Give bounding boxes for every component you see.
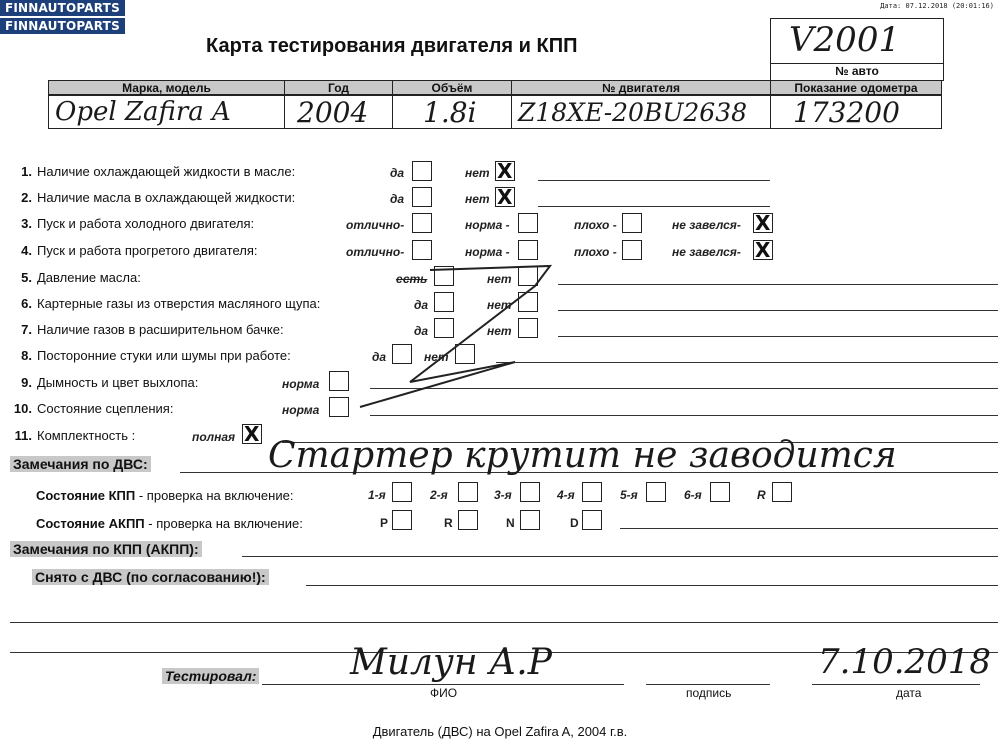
mode-d-label: D — [570, 516, 579, 530]
question-6 — [10, 296, 320, 311]
gear-1-label: 1-я — [368, 488, 386, 502]
q6-no-label: нет — [487, 298, 512, 312]
q4-bad-checkbox[interactable] — [622, 240, 642, 260]
question-text: Наличие масла в охлаждающей жидкости: — [37, 190, 296, 205]
year-value: 2004 — [297, 96, 369, 129]
manual-gearbox-label — [36, 488, 293, 503]
tester-label — [162, 668, 259, 684]
scribble-mark — [340, 262, 580, 420]
cell-brand — [48, 95, 285, 129]
remarks-engine-label-text: Замечания по ДВС: — [10, 456, 151, 472]
mode-r-checkbox[interactable] — [458, 510, 478, 530]
question-num: 4. — [21, 243, 32, 258]
gear-5-checkbox[interactable] — [646, 482, 666, 502]
car-number-value: V2001 — [789, 20, 901, 60]
question-text: Наличие охлаждающей жидкости в масле: — [37, 164, 296, 179]
question-num: 9. — [21, 375, 32, 390]
question-text: Пуск и работа прогретого двигателя: — [37, 243, 258, 258]
gear-4-checkbox[interactable] — [582, 482, 602, 502]
q7-no-label: нет — [487, 324, 512, 338]
auto-gearbox-label-bold: Состояние АКПП — [36, 516, 145, 531]
mode-p-checkbox[interactable] — [392, 510, 412, 530]
q1-yes-label: да — [390, 166, 405, 180]
date-stamp: Дата: 07.12.2018 (20:01:16) — [880, 2, 994, 10]
question-1 — [10, 164, 295, 179]
gear-2-checkbox[interactable] — [458, 482, 478, 502]
check-mark: X — [755, 211, 771, 235]
question-text: Картерные газы из отверстия масляного щупа: — [37, 296, 321, 311]
q5-present-label: есть — [396, 272, 428, 286]
question-5 — [10, 270, 141, 285]
q5-note-line — [558, 284, 998, 285]
cell-year — [284, 95, 393, 129]
date-label: дата — [896, 686, 922, 700]
q8-yes-label: да — [372, 350, 387, 364]
signature-line — [646, 684, 770, 685]
q6-yes-label: да — [414, 298, 429, 312]
q3-normal-label: норма - — [465, 218, 510, 232]
gear-2-label: 2-я — [430, 488, 448, 502]
q3-bad-label: плохо - — [574, 218, 617, 232]
q4-excellent-label: отлично- — [346, 245, 405, 259]
remarks-engine-label — [10, 456, 151, 472]
date-line — [812, 684, 980, 685]
question-num: 3. — [21, 216, 32, 231]
remarks-gearbox-label-text: Замечания по КПП (АКПП): — [10, 541, 202, 557]
q11-full-checkbox[interactable] — [242, 424, 262, 444]
question-3 — [10, 216, 254, 231]
q8-no-label: нет — [424, 350, 449, 364]
car-number-box — [770, 18, 944, 64]
question-text: Комплектность : — [37, 428, 136, 443]
q4-normal-label: норма - — [465, 245, 510, 259]
q9-norm-label: норма — [282, 377, 320, 391]
cell-volume — [392, 95, 512, 129]
q5-no-label: нет — [487, 272, 512, 286]
q7-note-line — [558, 336, 998, 337]
q4-not-started-label: не завелся- — [672, 245, 741, 259]
page-title: Карта тестирования двигателя и КПП — [206, 35, 578, 57]
cell-engine-no — [511, 95, 771, 129]
question-num: 1. — [21, 164, 32, 179]
question-num: 10. — [13, 401, 32, 416]
auto-gearbox-label — [36, 516, 303, 531]
manual-gearbox-label-bold: Состояние КПП — [36, 488, 136, 503]
question-num: 5. — [21, 270, 32, 285]
car-number-label: № авто — [770, 62, 944, 81]
gear-4-label: 4-я — [557, 488, 575, 502]
question-9 — [10, 375, 198, 390]
q3-normal-checkbox[interactable] — [518, 213, 538, 233]
brand-value: Opel Zafira A — [55, 97, 231, 127]
question-2 — [10, 190, 295, 205]
watermark-logo-2: FINNAUTOPARTS — [0, 18, 125, 34]
q2-note-line — [538, 206, 770, 207]
question-text: Дымность и цвет выхлопа: — [37, 375, 199, 390]
header-volume: Объём — [392, 80, 512, 95]
mode-d-checkbox[interactable] — [582, 510, 602, 530]
mode-n-label: N — [506, 516, 515, 530]
watermark-logo: FINNAUTOPARTS — [0, 0, 125, 16]
caption: Двигатель (ДВС) на Opel Zafira A, 2004 г.в. — [372, 724, 628, 739]
q4-excellent-checkbox[interactable] — [412, 240, 432, 260]
mode-n-checkbox[interactable] — [520, 510, 540, 530]
check-mark: X — [244, 422, 260, 446]
odometer-value: 173200 — [793, 96, 900, 129]
question-num: 6. — [21, 296, 32, 311]
q1-note-line — [538, 180, 770, 181]
q1-no-label: нет — [465, 166, 490, 180]
question-text: Состояние сцепления: — [37, 401, 174, 416]
gear-6-label: 6-я — [684, 488, 702, 502]
q6-note-line — [558, 310, 998, 311]
header-brand: Марка, модель — [48, 80, 285, 95]
gear-r-label: R — [757, 488, 766, 502]
q4-not-started-checkbox[interactable] — [753, 240, 773, 260]
auto-gearbox-label-rest: - проверка на включение: — [144, 516, 303, 531]
q1-no-checkbox[interactable] — [495, 161, 515, 181]
removed-label — [32, 569, 269, 585]
gear-1-checkbox[interactable] — [392, 482, 412, 502]
header-odometer: Показание одометра — [770, 80, 942, 95]
question-4 — [10, 243, 257, 258]
q4-normal-checkbox[interactable] — [518, 240, 538, 260]
gear-3-label: 3-я — [494, 488, 512, 502]
remarks-gearbox-line — [242, 556, 998, 557]
question-8 — [10, 348, 291, 363]
check-mark: X — [755, 238, 771, 262]
question-num: 7. — [21, 322, 32, 337]
fio-label: ФИО — [430, 686, 458, 700]
removed-label-text: Снято с ДВС (по согласованию!): — [32, 569, 269, 585]
q3-excellent-checkbox[interactable] — [412, 213, 432, 233]
removed-line-2 — [10, 622, 998, 623]
remarks-engine-value: Стартер крутит не заводится — [268, 435, 897, 476]
tester-label-text: Тестировал: — [162, 668, 259, 684]
question-text: Наличие газов в расширительном бачке: — [37, 322, 284, 337]
question-num: 2. — [21, 190, 32, 205]
question-text: Давление масла: — [37, 270, 141, 285]
gear-r-checkbox[interactable] — [772, 482, 792, 502]
q4-bad-label: плохо - — [574, 245, 617, 259]
gear-5-label: 5-я — [620, 488, 638, 502]
q3-excellent-label: отлично- — [346, 218, 405, 232]
check-mark: X — [497, 185, 513, 209]
q3-bad-checkbox[interactable] — [622, 213, 642, 233]
question-7 — [10, 322, 284, 337]
q2-no-label: нет — [465, 192, 490, 206]
tester-name-line — [262, 684, 624, 685]
question-text: Пуск и работа холодного двигателя: — [37, 216, 255, 231]
engine-no-value: Z18XE-20BU2638 — [518, 98, 748, 127]
cell-odometer — [770, 95, 942, 129]
auto-gearbox-line — [620, 528, 998, 529]
volume-value: 1.8i — [423, 96, 477, 129]
q3-not-started-label: не завелся- — [672, 218, 741, 232]
question-text: Посторонние стуки или шумы при работе: — [37, 348, 291, 363]
gear-6-checkbox[interactable] — [710, 482, 730, 502]
q7-yes-label: да — [414, 324, 429, 338]
question-11 — [10, 428, 135, 443]
question-num: 8. — [21, 348, 32, 363]
q11-full-label: полная — [192, 430, 236, 444]
q3-not-started-checkbox[interactable] — [753, 213, 773, 233]
mode-p-label: P — [380, 516, 389, 530]
signature-label: подпись — [686, 686, 732, 700]
gear-3-checkbox[interactable] — [520, 482, 540, 502]
tester-name-value: Милун А.Р — [350, 642, 552, 683]
q1-yes-checkbox[interactable] — [412, 161, 432, 181]
manual-gearbox-label-rest: - проверка на включение: — [135, 488, 294, 503]
question-num: 11. — [14, 428, 32, 443]
q10-norm-label: норма — [282, 403, 320, 417]
question-10 — [10, 401, 173, 416]
check-mark: X — [497, 159, 513, 183]
q2-yes-label: да — [390, 192, 405, 206]
q2-no-checkbox[interactable] — [495, 187, 515, 207]
date-value: 7.10.2018 — [818, 642, 992, 682]
mode-r-label: R — [444, 516, 453, 530]
header-year: Год — [284, 80, 393, 95]
remarks-gearbox-label — [10, 541, 202, 557]
removed-line-1 — [306, 585, 998, 586]
header-engine-no: № двигателя — [511, 80, 771, 95]
q2-yes-checkbox[interactable] — [412, 187, 432, 207]
